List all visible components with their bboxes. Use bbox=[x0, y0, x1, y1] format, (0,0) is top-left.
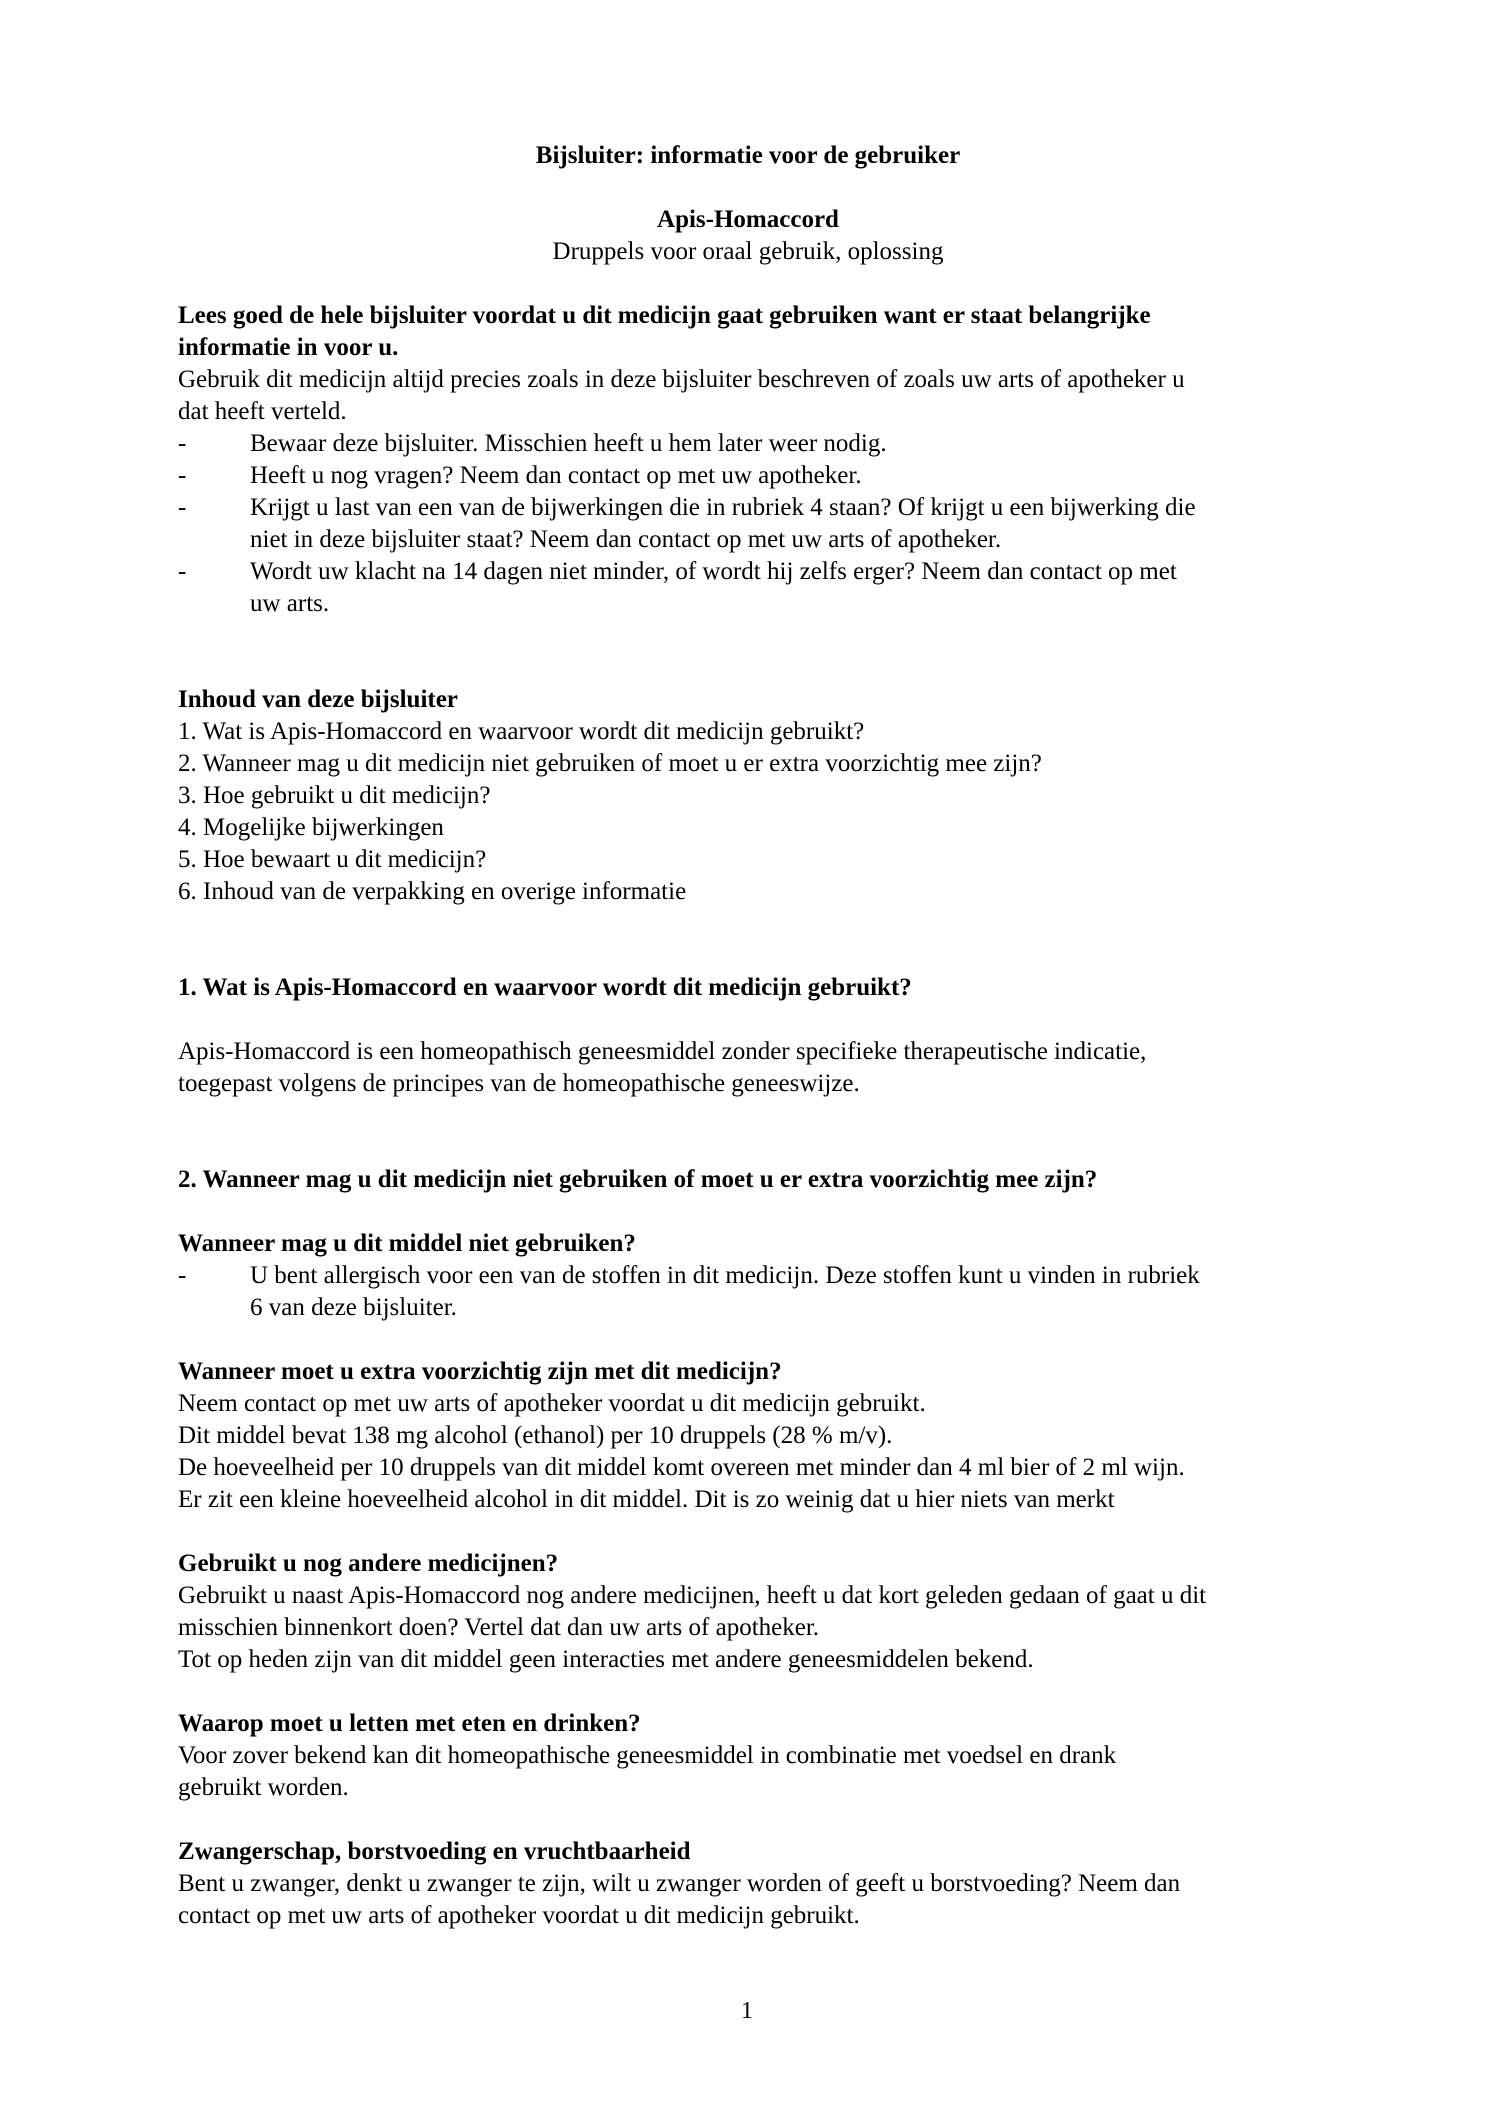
product-name bbox=[178, 204, 1318, 236]
advice-list-item bbox=[178, 460, 1318, 492]
advice-list-item-text bbox=[250, 492, 1318, 556]
pregnancy-body bbox=[178, 1868, 1318, 1932]
extra-care-body bbox=[178, 1388, 1318, 1516]
page-number: 1 bbox=[741, 1998, 753, 2024]
text-line: Tot op heden zijn van dit middel geen interacties met andere geneesmiddelen bekend. bbox=[178, 1646, 1034, 1673]
bullet-dash-marker: - bbox=[178, 1262, 187, 1289]
pregnancy-heading bbox=[178, 1836, 1318, 1868]
allergy-bullet-list-item-text bbox=[250, 1260, 1318, 1324]
text-line: Gebruikt u naast Apis-Homaccord nog andere medicijnen, heeft u dat kort geleden gedaan of gaat u dit bbox=[178, 1582, 1207, 1609]
text-line: Wanneer mag u dit middel niet gebruiken? bbox=[178, 1230, 636, 1257]
advice-list-item-text bbox=[250, 428, 1318, 460]
section-1-heading bbox=[178, 972, 1318, 1004]
text-line: Wanneer moet u extra voorzichtig zijn met dit medicijn? bbox=[178, 1358, 782, 1385]
bullet-dash-marker: - bbox=[178, 462, 187, 489]
text-line: Dit middel bevat 138 mg alcohol (ethanol) per 10 druppels (28 % m/v). bbox=[178, 1422, 893, 1449]
when-not-use-heading bbox=[178, 1228, 1318, 1260]
text-line: 5. Hoe bewaart u dit medicijn? bbox=[178, 846, 487, 873]
allergy-bullet-list bbox=[178, 1260, 1318, 1324]
pharmaceutical-form bbox=[178, 236, 1318, 268]
advice-list-item bbox=[178, 428, 1318, 460]
text-line: uw arts. bbox=[250, 590, 330, 617]
use-as-described-paragraph bbox=[178, 364, 1318, 428]
text-line: 4. Mogelijke bijwerkingen bbox=[178, 814, 444, 841]
text-line: 1. Wat is Apis-Homaccord en waarvoor wordt dit medicijn gebruikt? bbox=[178, 718, 865, 745]
toc-list bbox=[178, 716, 1318, 908]
text-line: misschien binnenkort doen? Vertel dat dan uw arts of apotheker. bbox=[178, 1614, 820, 1641]
text-line: Krijgt u last van een van de bijwerkingen die in rubriek 4 staan? Of krijgt u een bijwerking die bbox=[250, 494, 1196, 521]
text-line: Neem contact op met uw arts of apotheker voordat u dit medicijn gebruikt. bbox=[178, 1390, 926, 1417]
text-line: Inhoud van deze bijsluiter bbox=[178, 686, 458, 713]
text-line: Gebruikt u nog andere medicijnen? bbox=[178, 1550, 559, 1577]
text-line: Er zit een kleine hoeveelheid alcohol in dit middel. Dit is zo weinig dat u hier niets van merkt bbox=[178, 1486, 1115, 1513]
allergy-bullet-list-item bbox=[178, 1260, 1318, 1324]
text-line: 2. Wanneer mag u dit medicijn niet gebruiken of moet u er extra voorzichtig mee zijn? bbox=[178, 750, 1042, 777]
food-drink-body bbox=[178, 1740, 1318, 1804]
other-medicines-heading bbox=[178, 1548, 1318, 1580]
other-medicines-body bbox=[178, 1580, 1318, 1676]
advice-list-item-text bbox=[250, 556, 1318, 620]
text-line: Bijsluiter: informatie voor de gebruiker bbox=[535, 142, 961, 169]
text-line: 6. Inhoud van de verpakking en overige informatie bbox=[178, 878, 687, 905]
text-line: Voor zover bekend kan dit homeopathische geneesmiddel in combinatie met voedsel en drank bbox=[178, 1742, 1117, 1769]
text-line: 2. Wanneer mag u dit medicijn niet gebruiken of moet u er extra voorzichtig mee zijn? bbox=[178, 1166, 1098, 1193]
text-line: Apis-Homaccord is een homeopathisch geneesmiddel zonder specifieke therapeutische indicatie, bbox=[178, 1038, 1147, 1065]
text-line: U bent allergisch voor een van de stoffen in dit medicijn. Deze stoffen kunt u vinden in rubriek bbox=[250, 1262, 1200, 1289]
text-line: Bewaar deze bijsluiter. Misschien heeft u hem later weer nodig. bbox=[250, 430, 887, 457]
text-line: informatie in voor u. bbox=[178, 334, 399, 361]
doc-title bbox=[178, 140, 1318, 172]
text-line: Druppels voor oraal gebruik, oplossing bbox=[552, 238, 944, 265]
food-drink-heading bbox=[178, 1708, 1318, 1740]
advice-list-item bbox=[178, 556, 1318, 620]
leaflet-content bbox=[178, 140, 1318, 1932]
text-line: gebruikt worden. bbox=[178, 1774, 349, 1801]
text-line: Wordt uw klacht na 14 dagen niet minder, of wordt hij zelfs erger? Neem dan contact op met bbox=[250, 558, 1177, 585]
text-line: contact op met uw arts of apotheker voordat u dit medicijn gebruikt. bbox=[178, 1902, 860, 1929]
text-line: De hoeveelheid per 10 druppels van dit middel komt overeen met minder dan 4 ml bier of 2 ml wijn. bbox=[178, 1454, 1185, 1481]
bullet-dash-marker: - bbox=[178, 494, 187, 521]
text-line: Lees goed de hele bijsluiter voordat u dit medicijn gaat gebruiken want er staat belangrijke bbox=[178, 302, 1151, 329]
extra-care-heading bbox=[178, 1356, 1318, 1388]
text-line: Apis-Homaccord bbox=[657, 206, 839, 233]
text-line: niet in deze bijsluiter staat? Neem dan contact op met uw arts of apotheker. bbox=[250, 526, 1002, 553]
advice-list bbox=[178, 428, 1318, 620]
bullet-dash-marker: - bbox=[178, 558, 187, 585]
advice-list-item bbox=[178, 492, 1318, 556]
text-line: 1. Wat is Apis-Homaccord en waarvoor wordt dit medicijn gebruikt? bbox=[178, 974, 912, 1001]
section-2-heading bbox=[178, 1164, 1318, 1196]
text-line: dat heeft verteld. bbox=[178, 398, 347, 425]
text-line: Waarop moet u letten met eten en drinken? bbox=[178, 1710, 641, 1737]
text-line: Gebruik dit medicijn altijd precies zoals in deze bijsluiter beschreven of zoals uw arts of apotheker u bbox=[178, 366, 1185, 393]
read-carefully-heading bbox=[178, 300, 1318, 364]
section-1-body bbox=[178, 1036, 1318, 1100]
text-line: Bent u zwanger, denkt u zwanger te zijn, wilt u zwanger worden of geeft u borstvoeding? Neem dan bbox=[178, 1870, 1181, 1897]
bullet-dash-marker: - bbox=[178, 430, 187, 457]
text-line: 3. Hoe gebruikt u dit medicijn? bbox=[178, 782, 491, 809]
text-line: toegepast volgens de principes van de homeopathische geneeswijze. bbox=[178, 1070, 860, 1097]
text-line: Zwangerschap, borstvoeding en vruchtbaarheid bbox=[178, 1838, 691, 1865]
toc-heading bbox=[178, 684, 1318, 716]
text-line: 6 van deze bijsluiter. bbox=[250, 1294, 457, 1321]
text-line: Heeft u nog vragen? Neem dan contact op met uw apotheker. bbox=[250, 462, 862, 489]
advice-list-item-text bbox=[250, 460, 1318, 492]
